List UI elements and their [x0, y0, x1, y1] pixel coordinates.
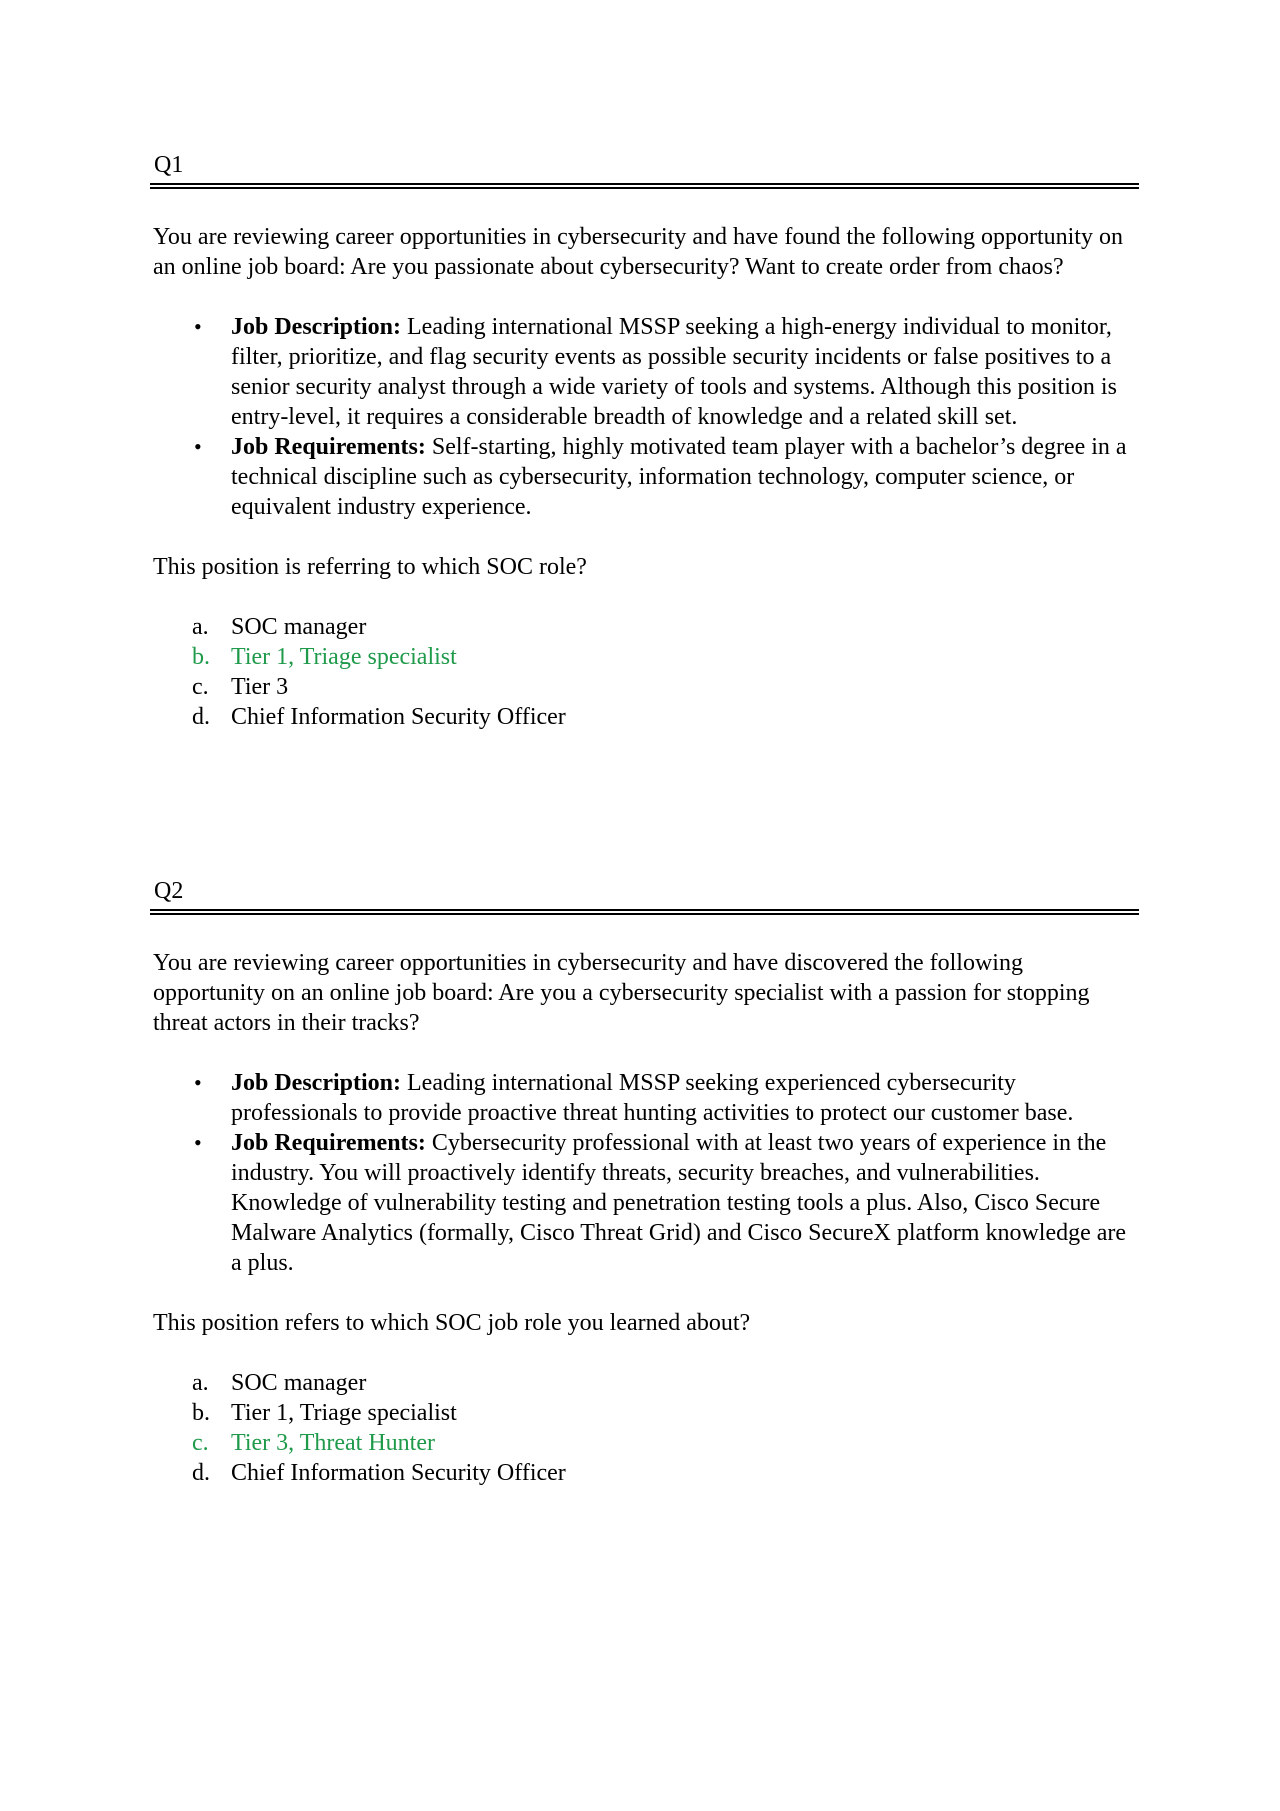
bullet-icon: • [194, 1070, 202, 1095]
answer-option-b[interactable] [153, 1398, 1138, 1428]
answer-option-d[interactable] [153, 702, 1138, 732]
question-heading: Q2 [154, 878, 184, 904]
option-letter: d. [192, 1460, 210, 1486]
heading-double-rule [150, 183, 1139, 189]
job-requirements-item [153, 432, 1138, 522]
bullet-icon: • [194, 1130, 202, 1155]
heading-double-rule [150, 909, 1139, 915]
question-stem: You are reviewing career opportunities in cybersecurity and have discovered the following opportunity on an online job board: Are you a cybersecurity specialist with a passion for stopping threat actors in their tracks? [153, 950, 1090, 1036]
answer-option-c[interactable] [153, 672, 1138, 702]
job-details-list [153, 1068, 1138, 1278]
bullet-label: Job Description: [231, 1070, 401, 1096]
bullet-label: Job Description: [231, 314, 401, 340]
bullet-text: Cybersecurity professional with at least two years of experience in the industry. You will proactively identify threats, security breaches, and vulnerabilities. Knowledge of vulnerability testing and penetration testing tools a plus. Also, Cisco Secure Malware Analytics (formally, Cisco Threat Grid) and Cisco SecureX platform knowledge are a plus. [231, 1130, 1127, 1276]
question-heading: Q1 [154, 152, 184, 178]
question-stem: You are reviewing career opportunities in cybersecurity and have found the following opportunity on an online job board: Are you passionate about cybersecurity? Want to create order from chaos? [153, 224, 1123, 280]
option-text: Tier 3 [231, 674, 289, 700]
answer-option-b-correct[interactable] [153, 642, 1138, 672]
option-text: Chief Information Security Officer [231, 1460, 566, 1486]
option-letter: c. [192, 674, 209, 700]
answer-option-a[interactable] [153, 612, 1138, 642]
question-prompt: This position is referring to which SOC role? [153, 554, 587, 580]
option-text: Tier 1, Triage specialist [231, 644, 457, 670]
bullet-text: Leading international MSSP seeking a high-energy individual to monitor, filter, prioritize, and flag security events as possible security incidents or false positives to a senior security analyst through a wide variety of tools and systems. Although this position is entry-level, it requires a considerable breadth of knowledge and a related skill set. [231, 314, 1117, 430]
option-text: Tier 1, Triage specialist [231, 1400, 457, 1426]
question-1 [153, 150, 1138, 732]
job-description-item [153, 1068, 1138, 1128]
job-description-item [153, 312, 1138, 432]
answer-option-a[interactable] [153, 1368, 1138, 1398]
option-letter: b. [192, 1400, 210, 1426]
bullet-icon: • [194, 434, 202, 459]
job-details-list [153, 312, 1138, 522]
job-requirements-item [153, 1128, 1138, 1278]
bullet-icon: • [194, 314, 202, 339]
question-prompt: This position refers to which SOC job role you learned about? [153, 1310, 751, 1336]
bullet-text: Self-starting, highly motivated team player with a bachelor’s degree in a technical discipline such as cybersecurity, information technology, computer science, or equivalent industry experience. [231, 434, 1127, 520]
option-letter: c. [192, 1430, 209, 1456]
answer-option-c-correct[interactable] [153, 1428, 1138, 1458]
bullet-label: Job Requirements: [231, 434, 426, 460]
answer-options [153, 1368, 1138, 1488]
option-text: SOC manager [231, 1370, 367, 1396]
option-text: SOC manager [231, 614, 367, 640]
option-text: Chief Information Security Officer [231, 704, 566, 730]
option-letter: b. [192, 644, 210, 670]
bullet-text: Leading international MSSP seeking experienced cybersecurity professionals to provide proactive threat hunting activities to protect our customer base. [231, 1070, 1074, 1126]
option-text: Tier 3, Threat Hunter [231, 1430, 435, 1456]
option-letter: d. [192, 704, 210, 730]
question-2 [153, 876, 1138, 1488]
option-letter: a. [192, 614, 209, 640]
bullet-label: Job Requirements: [231, 1130, 426, 1156]
answer-option-d[interactable] [153, 1458, 1138, 1488]
answer-options [153, 612, 1138, 732]
option-letter: a. [192, 1370, 209, 1396]
